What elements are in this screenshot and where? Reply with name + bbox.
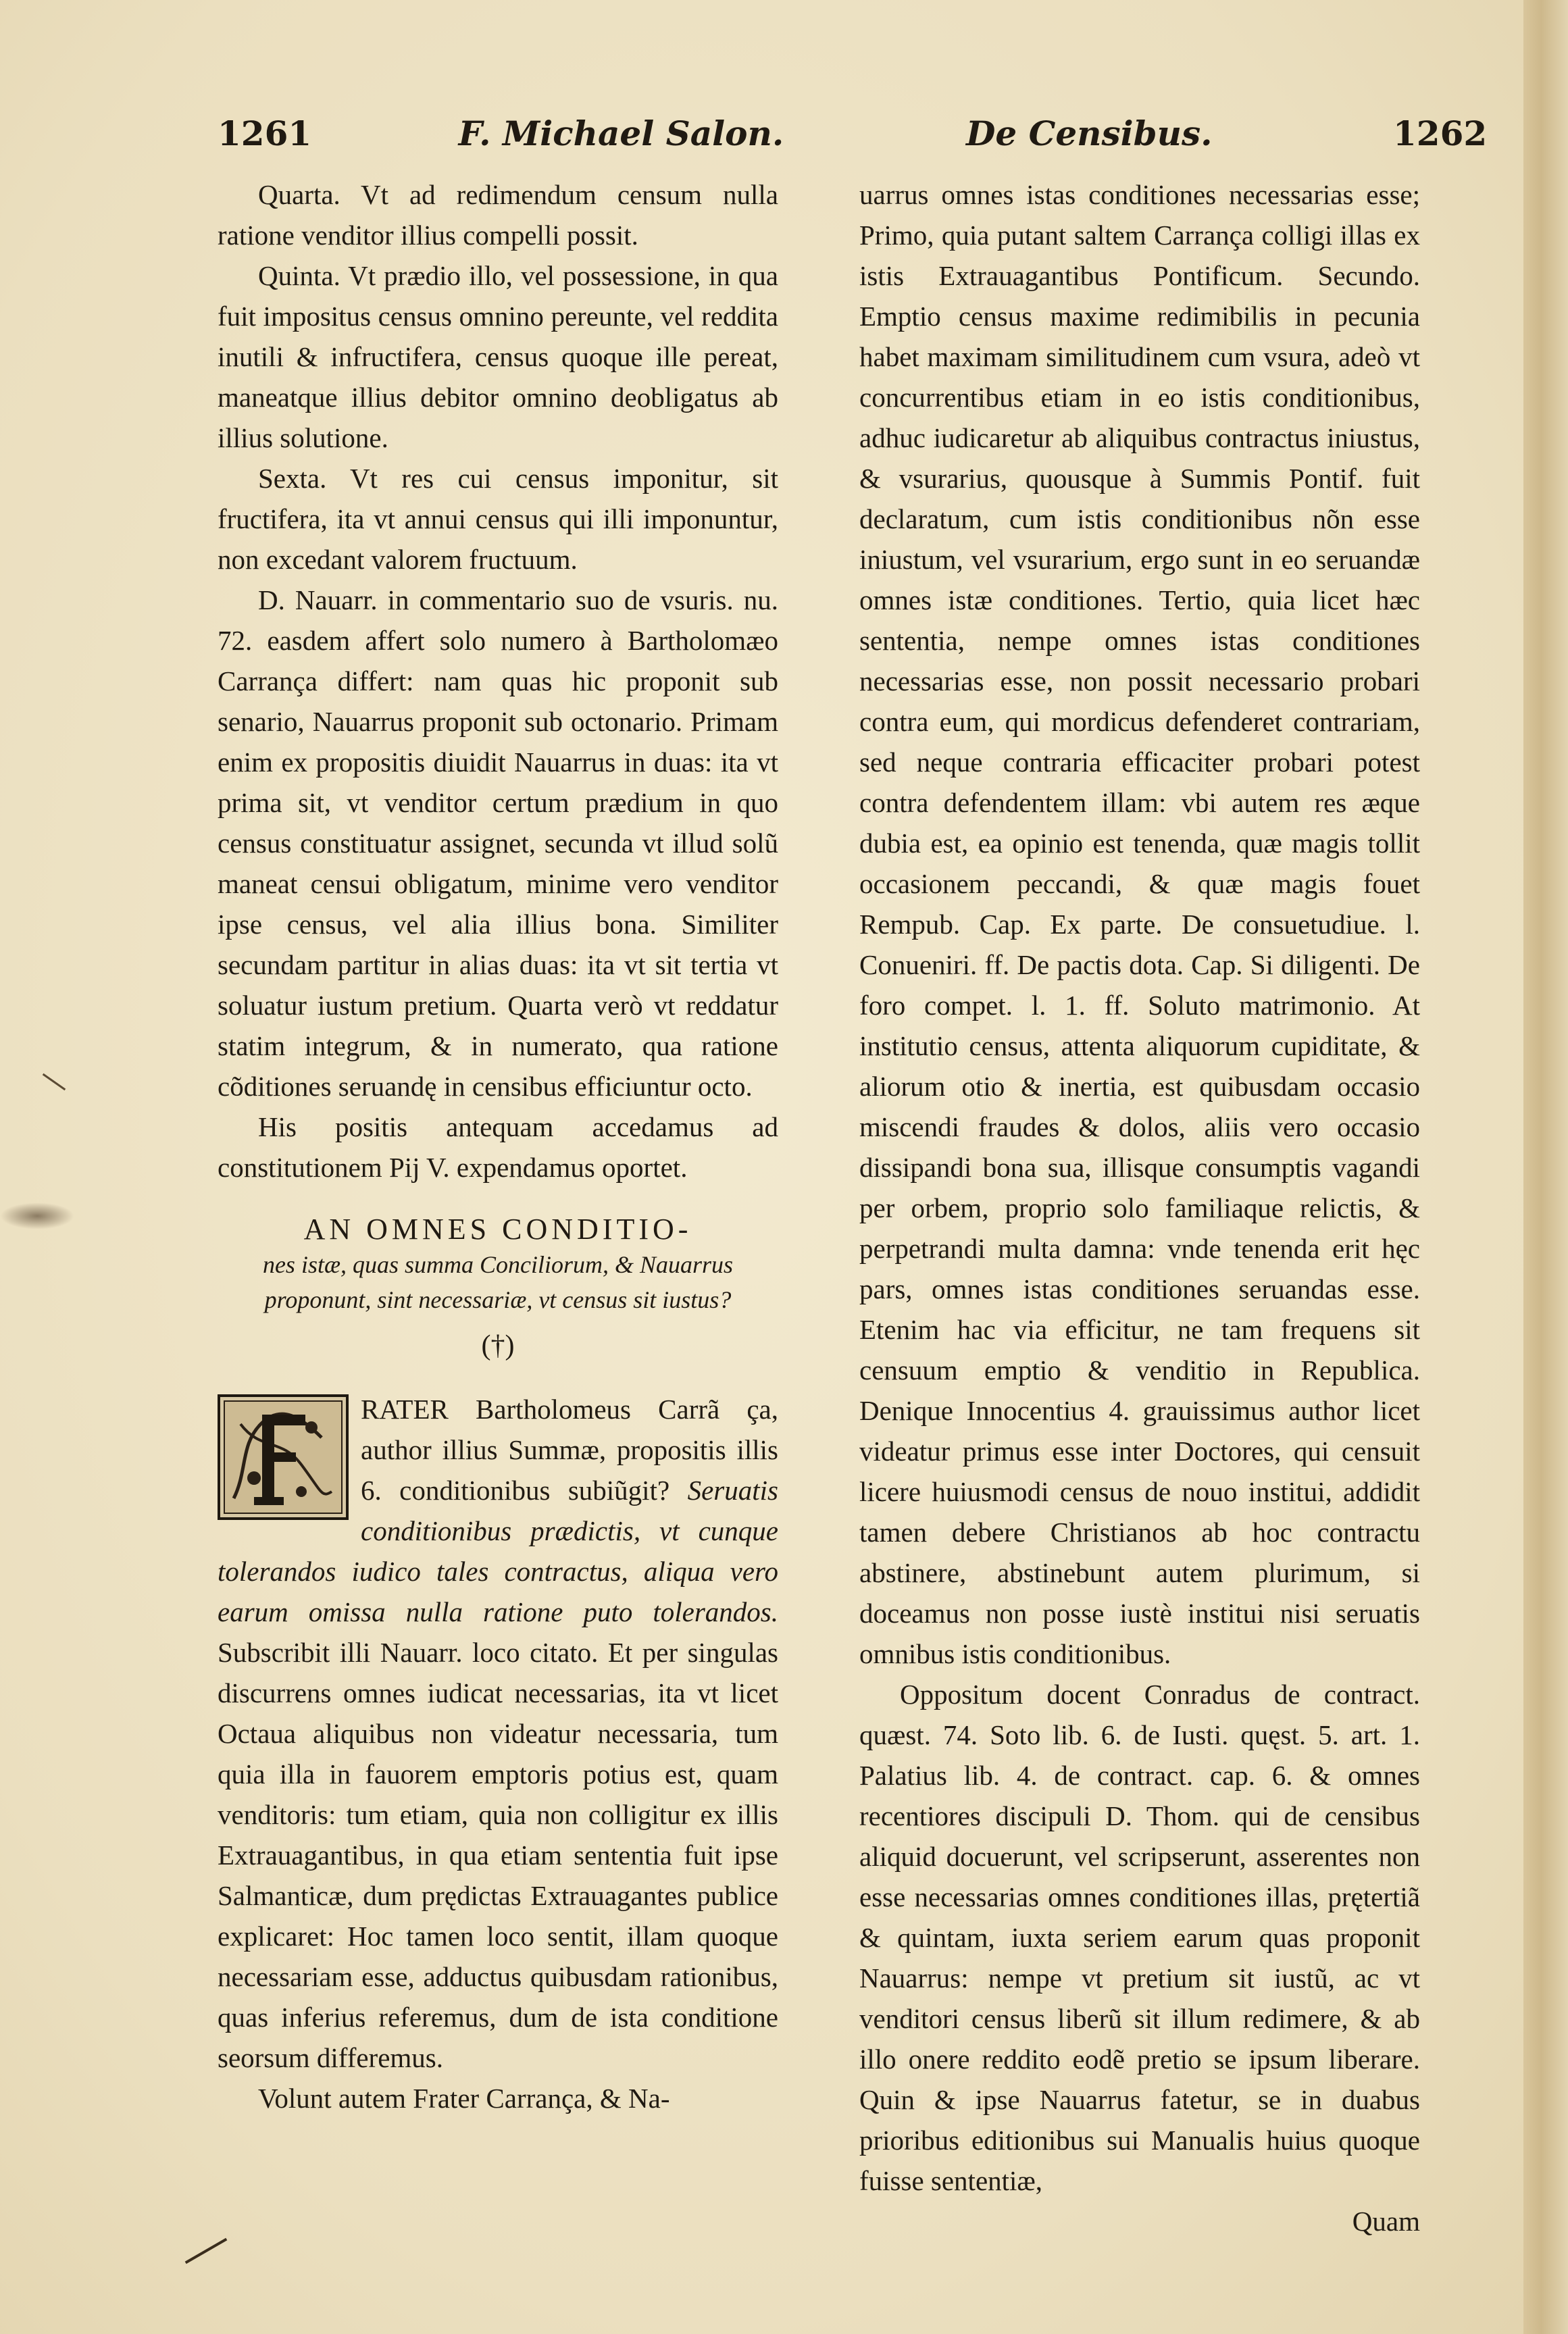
paragraph-quarta: Quarta. Vt ad redimendum censum nulla ratione venditor illius compelli possit. [218, 179, 778, 251]
left-column [218, 174, 778, 2119]
paragraph-his-positis: His positis antequam accedamus ad constitutionem Pij V. expendamus oportet. [218, 1111, 778, 1183]
ink-smudge [0, 1202, 74, 1229]
section-heading-italic: nes istæ, quas summa Conciliorum, & Nauarrus proponunt, sint necessariæ, vt census sit iustus? [262, 1251, 734, 1313]
paragraph-oppositum: Oppositum docent Conradus de contract. quæst. 74. Soto lib. 6. de Iusti. quęst. 5. art. 1. Palatius lib. 4. de contract. cap. 6. & omnes recentiores discipuli D. Thom. qui de censibus aliquid docuerunt, vel scripserunt, asserentes non esse necessarias omnes conditiones illas, prętertiã & quintam, iuxta seriem earum quas proponit Nauarrus: nempe vt pretium sit iustũ, ac vt venditori census liberũ sit illum redimere, & ab illo onere reddito eodẽ pretio se ipsum liberare. Quin & ipse Nauarrus fatetur, se in duabus prioribus editionibus sui Manualis huius quoque fuisse sententiæ, [859, 1679, 1420, 2196]
paragraph-sexta: Sexta. Vt res cui census imponitur, sit fructifera, ita vt annui census qui illi imponuntur, non excedant valorem fructuum. [218, 463, 778, 575]
paragraph-nauarr: D. Nauarr. in commentario suo de vsuris. nu. 72. easdem affert solo numero à Bartholomæo Carrança differt: nam quas hic proponit sub senario, Nauarrus proponit sub octonario. Primam enim ex propositis diuidit Nauarrus in duas: ita vt prima sit, vt venditor certum prædium in quo census constituatur assignet, secunda vt illud solũ maneat censui obligatum, minime vero venditor ipse census, vel alia illius bona. Similiter secundam partitur in alias duas: ita vt sit tertia vt soluatur iustum pretium. Quarta verò vt reddatur statim integrum, & in numerato, qua ratione cõditiones seruandę in censibus efficiuntur octo. [218, 584, 778, 1102]
pen-mark [43, 1073, 66, 1090]
right-running-head: De Censibus. [966, 113, 1213, 153]
ornamental-initial-f [218, 1394, 349, 1520]
paragraph-quinta: Quinta. Vt prædio illo, vel possessione, in qua fuit impositus census omnino pereunte, vel reddita inutili & infructifera, census quoque ille pereat, maneatque illius debitor omnino deobligatus ab illius solutione. [218, 260, 778, 453]
section-heading-caps: AN OMNES CONDITIO- [303, 1213, 692, 1246]
right-column [859, 174, 1420, 2241]
pen-stroke [185, 2238, 228, 2264]
left-header [218, 113, 784, 153]
paragraph-volunt: Volunt autem Frater Carrança, & Na- [258, 2083, 670, 2114]
left-page-number: 1261 [218, 113, 312, 153]
catchword: Quam [1352, 2206, 1420, 2237]
paragraph-continuation: uarrus omnes istas conditiones necessarias esse; Primo, quia putant saltem Carrança colligi illas ex istis Extrauagantibus Pontificum. Secundo. Emptio census maxime redimibilis in pecunia habet maximam similitudinem cum vsura, adeò vt concurrentibus etiam in eo istis conditionibus, adhuc iudicaretur ab aliquibus contractus iniustus, & vsurarius, quousque à Summis Pontif. fuit declaratum, cum istis conditionibus nõn esse iniustum, vel vsurarium, ergo sunt in eo seruandæ omnes istæ conditiones. Tertio, quia licet hæc sententia, nempe omnes istas conditiones necessarias esse, non possit necessario probari contra eum, qui mordicus defenderet contrariam, sed neque contraria efficaciter probari potest contra defendentem illam: vbi autem res æque dubia est, ea opinio est tenenda, quæ magis tollit occasionem peccandi, & quæ magis fouet Rempub. Cap. Ex parte. De consuetudiue. l. Conueniri. ff. De pactis dota. Cap. Si diligenti. De foro compet. l. 1. ff. Soluto matrimonio. At institutio census, attenta aliquorum cupiditate, & aliorum otio & inertia, est quibusdam occasio miscendi fraudes & dolos, aliis vero occasio dissipandi bona sua, illisque consumptis vagandi per orbem, proprio solo familiaque relictis, & perpetrandi multa damna: vnde tenenda erit hęc pars, omnes istas conditiones seruandas esse. Etenim hac via efficitur, ne tam frequens sit censuum emptio & venditio in Republica. Denique Innocentius 4. grauissimus author licet videatur primus esse inter Doctores, qui censuit licere huiusmodi census de nouo institui, addidit tamen debere Christianos ab hoc contractu abstinere, abstinebunt autem plurimum, si doceamus non posse iustè institui nisi seruatis omnibus istis conditionibus. [859, 179, 1420, 1669]
right-header [966, 113, 1487, 153]
next-page-edge [1523, 0, 1568, 2334]
paragraph-frater [218, 1389, 778, 2078]
right-page-number: 1262 [1392, 113, 1488, 153]
frater-italic-quote: Seruatis conditionibus prædictis, vt cunque tolerandos iudico tales contractus, aliqua vero earum omissa nulla ratione puto tolerandos. [218, 1475, 779, 1627]
frater-remaining-text: Subscribit illi Nauarr. loco citato. Et per singulas discurrens omnes iudicat necessarias, ita vt licet Octaua aliquibus non videatur necessaria, tum quia illa in fauorem emptoris potius est, quam venditoris: tum etiam, quia non colligitur ex illis Extrauagantibus, in qua etiam sententia fuit ipse Salmanticæ, dum prędictas Extrauagantes publice explicaret: Hoc tamen loco sentit, illam quoque necessariam esse, adductus quibusdam rationibus, quas inferius referemus, dum de ista conditione seorsum differemus. [218, 1637, 778, 2073]
left-running-head: F. Michael Salon. [458, 113, 784, 153]
dagger-mark: (†) [481, 1330, 515, 1361]
section-heading [218, 1212, 778, 1317]
frater-opening-text: RATER Bartholomeus Carrã ça, author illius Summæ, propositis illis 6. conditionibus subiũgit? [361, 1394, 778, 1506]
